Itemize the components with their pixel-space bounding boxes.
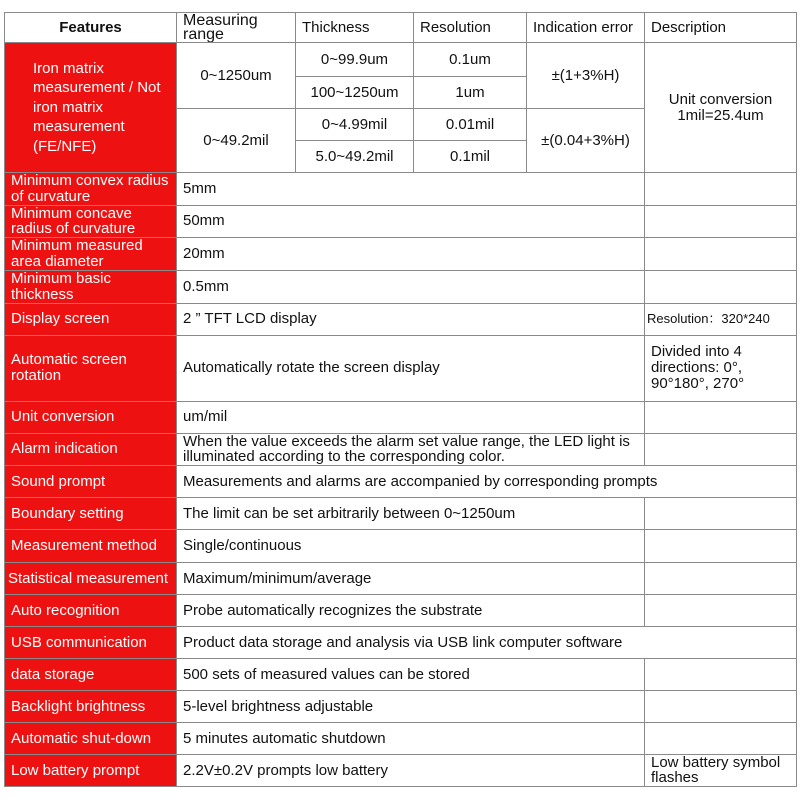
feature-description — [645, 173, 797, 206]
feature-description — [645, 270, 797, 303]
spec-row — [5, 433, 797, 466]
error-mil: ±(0.04+3%H) — [527, 109, 645, 173]
fe-row-1 — [5, 43, 797, 77]
header-indication-error: Indication error — [527, 13, 645, 43]
feature-value: 20mm — [177, 238, 645, 271]
header-measuring-range-line2: range — [183, 25, 224, 43]
feature-description: Low battery symbol flashes — [645, 755, 797, 787]
thickness-3: 0~4.99mil — [296, 109, 414, 141]
spec-row — [5, 755, 797, 787]
feature-value: Single/continuous — [177, 530, 645, 563]
feature-value: 5mm — [177, 173, 645, 206]
error-um: ±(1+3%H) — [527, 43, 645, 109]
feature-description — [645, 498, 797, 530]
feature-label: data storage — [5, 659, 177, 691]
feature-description: Resolution：320*240 — [645, 303, 797, 335]
feature-description — [645, 659, 797, 691]
feature-description — [645, 530, 797, 563]
thickness-1: 0~99.9um — [296, 43, 414, 77]
feature-value: 500 sets of measured values can be stored — [177, 659, 645, 691]
spec-row — [5, 530, 797, 563]
header-measuring-range-line1: Measuring — [183, 12, 258, 29]
feature-label: Minimum concave radius of curvature — [5, 205, 177, 238]
range-um: 0~1250um — [177, 43, 296, 109]
spec-row — [5, 173, 797, 206]
feature-label: Automatic shut-down — [5, 723, 177, 755]
spec-row — [5, 659, 797, 691]
feature-label: Boundary setting — [5, 498, 177, 530]
feature-label: Automatic screen rotation — [5, 335, 177, 401]
spec-row — [5, 627, 797, 659]
feature-value: 2.2V±0.2V prompts low battery — [177, 755, 645, 787]
feature-description — [645, 401, 797, 433]
feature-label: Unit conversion — [5, 401, 177, 433]
feature-fe-nfe: Iron matrix measurement / Not iron matrix measurement (FE/NFE) — [5, 43, 177, 173]
feature-label: Minimum convex radius of curvature — [5, 173, 177, 206]
feature-description — [645, 595, 797, 627]
feature-description — [645, 723, 797, 755]
spec-row — [5, 723, 797, 755]
feature-label: Low battery prompt — [5, 755, 177, 787]
fe-description-line2: 1mil=25.4um — [677, 106, 764, 124]
feature-value: When the value exceeds the alarm set value range, the LED light is illuminated according to the corresponding color. — [177, 433, 645, 466]
spec-row — [5, 498, 797, 530]
thickness-4: 5.0~49.2mil — [296, 141, 414, 173]
spec-row — [5, 335, 797, 401]
spec-row — [5, 303, 797, 335]
resolution-2: 1um — [414, 77, 527, 109]
header-resolution: Resolution — [414, 13, 527, 43]
header-description: Description — [645, 13, 797, 43]
feature-value: Measurements and alarms are accompanied by corresponding prompts — [177, 466, 797, 498]
feature-description — [645, 433, 797, 466]
thickness-2: 100~1250um — [296, 77, 414, 109]
feature-label: Backlight brightness — [5, 691, 177, 723]
feature-value: Maximum/minimum/average — [177, 563, 645, 595]
spec-row — [5, 238, 797, 271]
feature-value: 5 minutes automatic shutdown — [177, 723, 645, 755]
feature-label: USB communication — [5, 627, 177, 659]
spec-table — [4, 12, 797, 787]
spec-row — [5, 205, 797, 238]
feature-label: Display screen — [5, 303, 177, 335]
feature-description: Divided into 4 directions: 0°, 90°180°, 270° — [645, 335, 797, 401]
fe-description — [645, 43, 797, 173]
feature-label: Minimum measured area diameter — [5, 238, 177, 271]
spec-row — [5, 691, 797, 723]
feature-description — [645, 563, 797, 595]
resolution-1: 0.1um — [414, 43, 527, 77]
spec-row — [5, 270, 797, 303]
spec-row — [5, 401, 797, 433]
feature-value: um/mil — [177, 401, 645, 433]
feature-value: 50mm — [177, 205, 645, 238]
fe-description-line1: Unit conversion — [668, 90, 773, 108]
header-thickness: Thickness — [296, 13, 414, 43]
feature-label: Sound prompt — [5, 466, 177, 498]
feature-value: The limit can be set arbitrarily between 0~1250um — [177, 498, 645, 530]
resolution-3: 0.01mil — [414, 109, 527, 141]
spec-row — [5, 563, 797, 595]
feature-value: 5-level brightness adjustable — [177, 691, 645, 723]
feature-value: 2 ” TFT LCD display — [177, 303, 645, 335]
spec-row — [5, 595, 797, 627]
feature-value: Product data storage and analysis via USB link computer software — [177, 627, 797, 659]
header-measuring-range — [177, 13, 296, 43]
feature-label: Auto recognition — [5, 595, 177, 627]
header-features: Features — [5, 13, 177, 43]
feature-description — [645, 238, 797, 271]
header-row — [5, 13, 797, 43]
feature-value: Probe automatically recognizes the substrate — [177, 595, 645, 627]
feature-value: 0.5mm — [177, 270, 645, 303]
resolution-4: 0.1mil — [414, 141, 527, 173]
feature-label: Alarm indication — [5, 433, 177, 466]
range-mil: 0~49.2mil — [177, 109, 296, 173]
feature-description — [645, 691, 797, 723]
feature-label: Statistical measurement — [5, 563, 177, 595]
feature-label: Measurement method — [5, 530, 177, 563]
spec-row — [5, 466, 797, 498]
feature-label: Minimum basic thickness — [5, 270, 177, 303]
feature-value: Automatically rotate the screen display — [177, 335, 645, 401]
feature-description — [645, 205, 797, 238]
